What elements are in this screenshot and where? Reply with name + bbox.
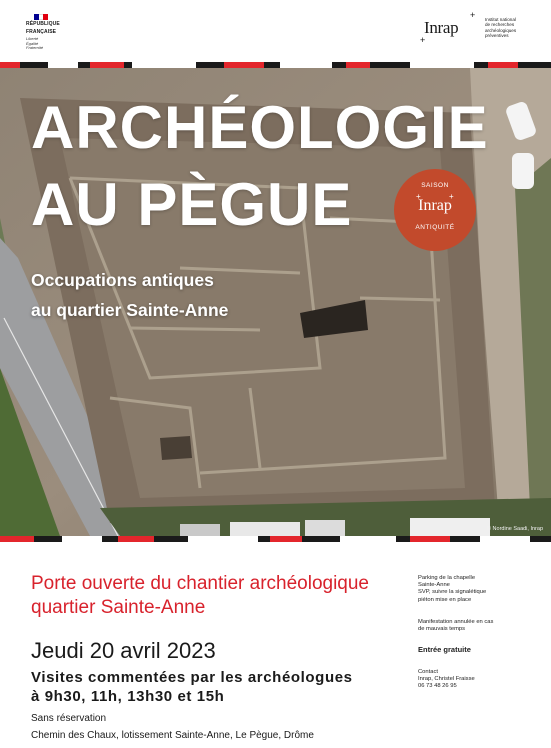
inrap-tagline: Institut national de recherches archéologiques préventives — [485, 17, 517, 38]
header — [0, 0, 551, 62]
inrap-wordmark: Inrap — [424, 18, 459, 37]
badge-bottom-text: ANTIQUITÉ — [415, 224, 455, 231]
inrap-logo — [420, 10, 534, 46]
logo-motto: Liberté Égalité Fraternité — [26, 36, 44, 50]
visits-line-2: à 9h30, 11h, 13h30 et 15h — [31, 688, 225, 705]
republique-francaise-logo — [26, 14, 86, 51]
event-title: Porte ouverte du chantier archéologique quartier Sainte-Anne — [31, 573, 370, 618]
badge-top-text: SAISON — [421, 182, 449, 189]
plus-icon: + — [470, 10, 476, 20]
bottom-dashed-bar — [0, 536, 551, 542]
subtitle-line-1: Occupations antiques — [31, 270, 214, 290]
event-date: Jeudi 20 avril 2023 — [31, 638, 216, 663]
plus-icon: + — [449, 192, 454, 201]
french-flag-icon — [34, 14, 48, 20]
hero-aerial-photo — [0, 68, 551, 536]
contact-info: Contact Inrap, Christel Fraisse 06 73 48 26 95 — [418, 669, 475, 690]
photo-credit: © Nordine Saadi, Inrap — [486, 526, 543, 532]
subtitle-line-2: au quartier Sainte-Anne — [31, 300, 229, 320]
plus-icon: + — [416, 192, 421, 201]
price-info: Entrée gratuite — [418, 645, 471, 654]
title-line-1: ARCHÉOLOGIE — [31, 94, 489, 161]
visits-line-1: Visites commentées par les archéologues — [31, 669, 353, 686]
weather-info: Manifestation annulée en cas de mauvais temps — [418, 619, 494, 633]
plus-icon: + — [420, 35, 426, 45]
logo-text-line1: RÉPUBLIQUE — [26, 21, 60, 27]
parking-info: Parking de la chapelle Sainte-Anne SVP, suivre la signalétique piéton mise en place — [418, 575, 487, 603]
badge-inrap-text: Inrap — [418, 197, 452, 214]
logo-text-line2: FRANÇAISE — [26, 28, 57, 35]
event-address: Chemin des Chaux, lotissement Sainte-Anne, Le Pègue, Drôme — [31, 730, 314, 741]
title-line-2: AU PÈGUE — [31, 171, 353, 238]
saison-antiquite-badge — [394, 169, 476, 251]
visits-info — [31, 668, 401, 706]
reservation-note: Sans réservation — [31, 713, 107, 724]
